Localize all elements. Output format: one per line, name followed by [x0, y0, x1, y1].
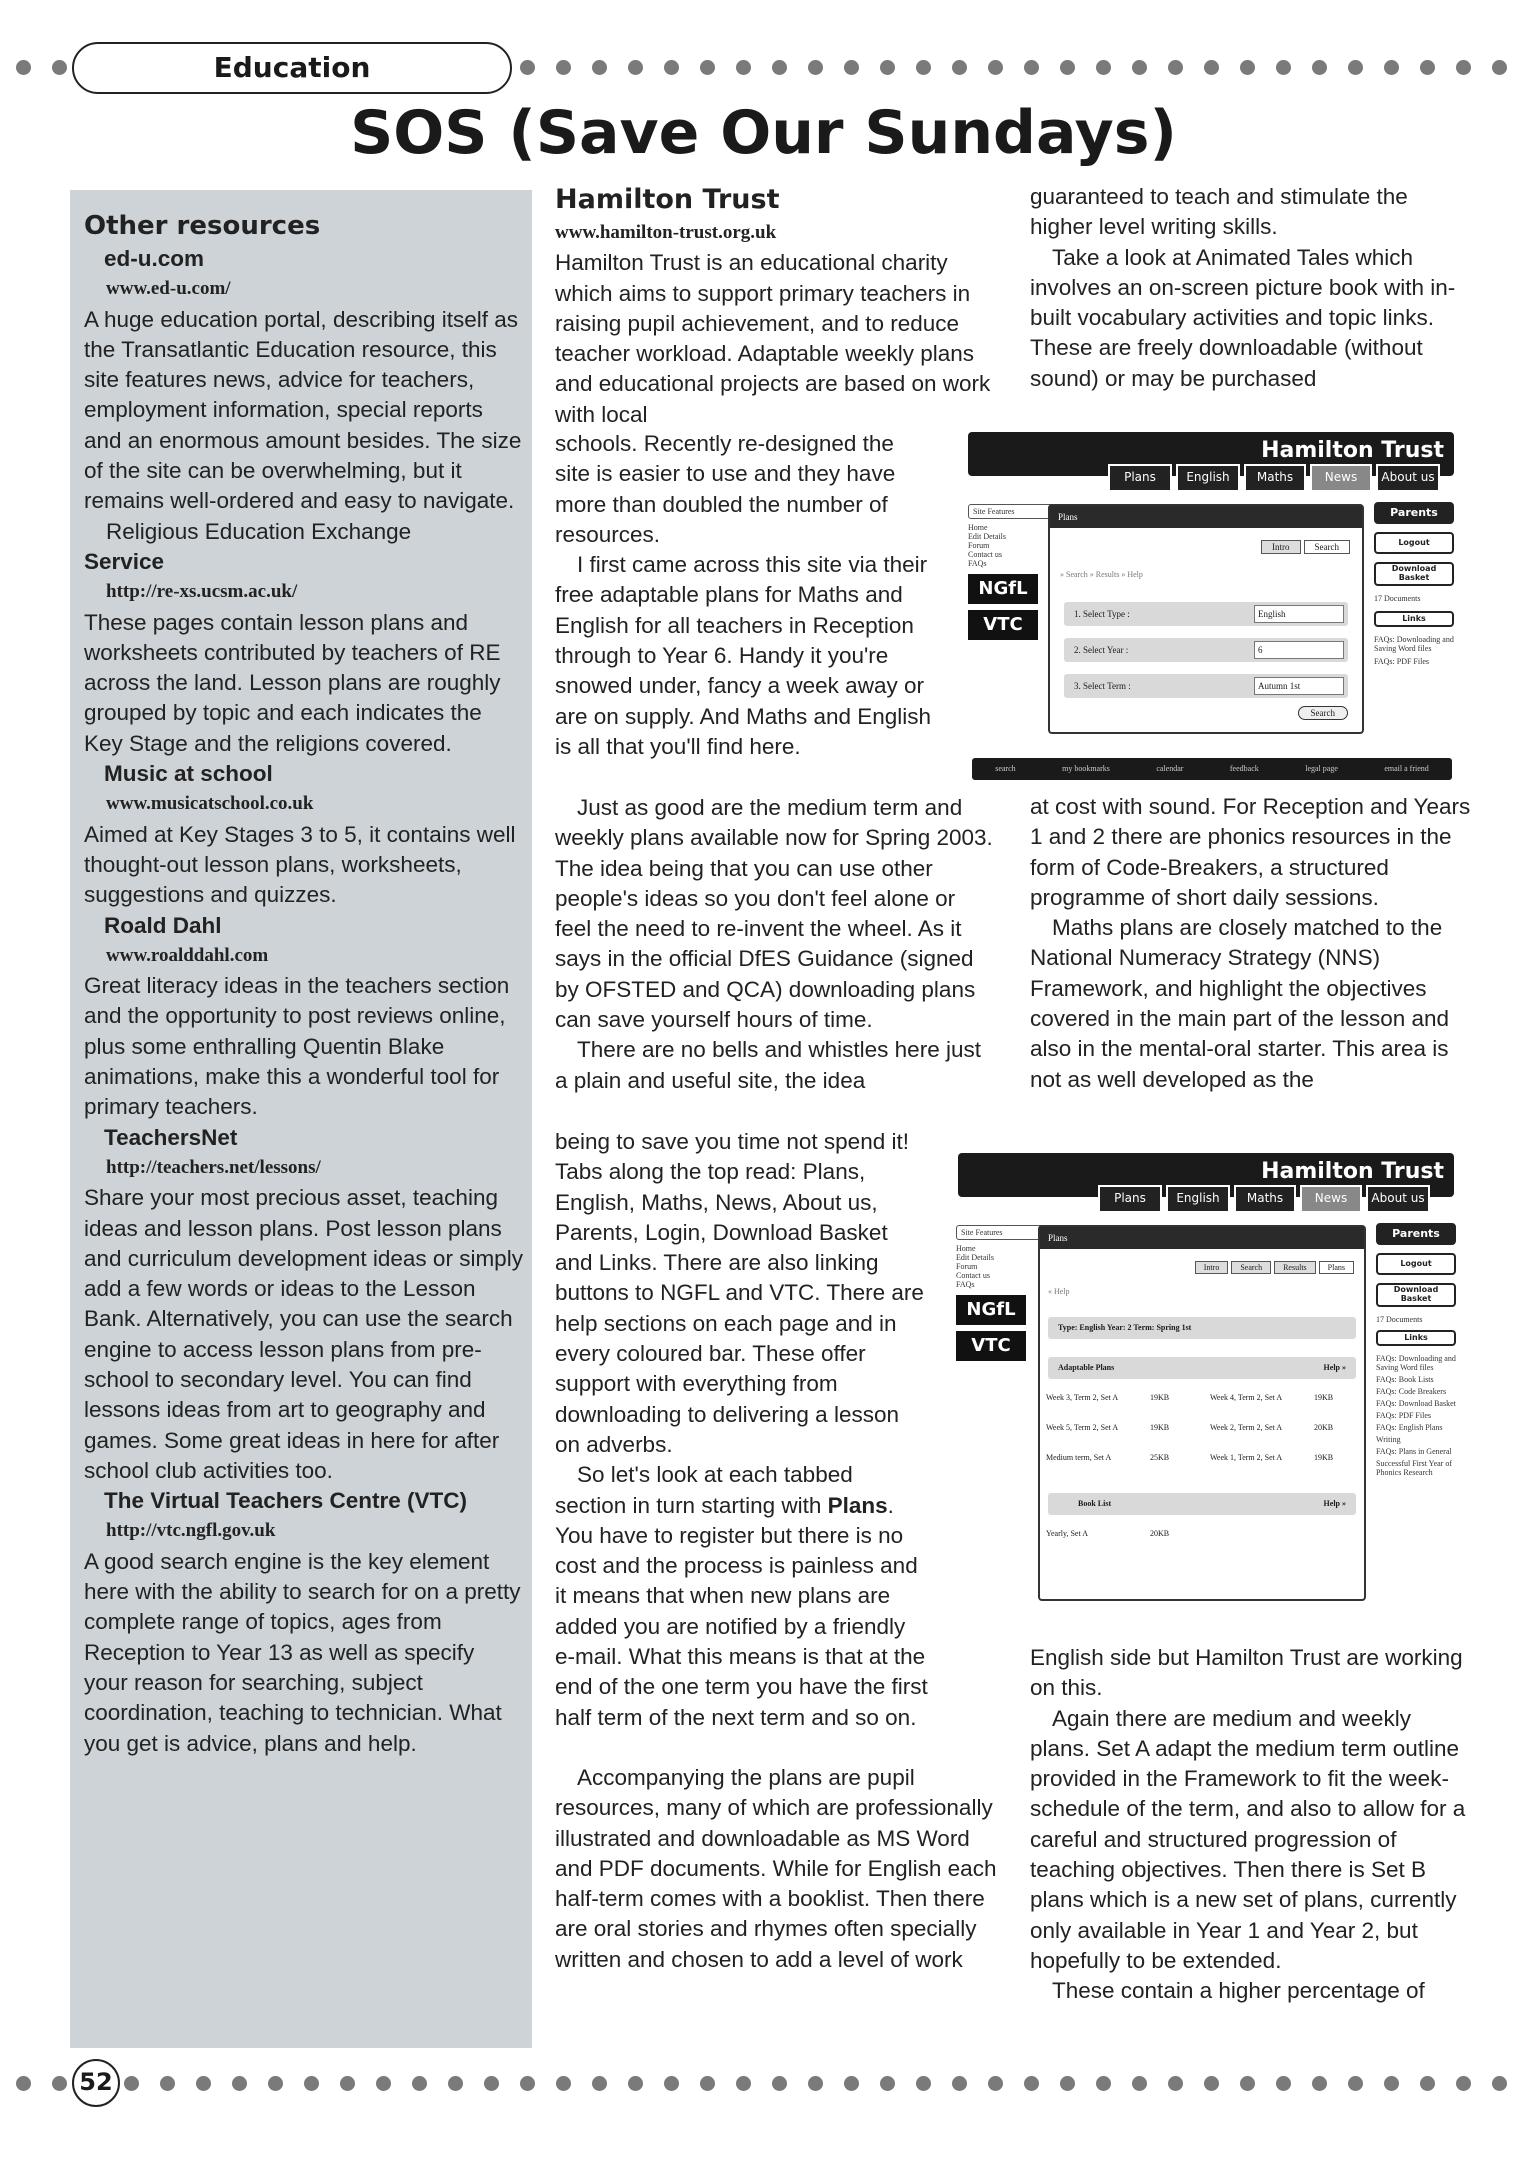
screenshot-brand: Hamilton Trust [1261, 438, 1444, 463]
resource-url[interactable]: www.ed-u.com/ [106, 278, 231, 300]
table-row [1046, 1423, 1358, 1453]
file-size: 19KB [1314, 1393, 1334, 1402]
nav-link[interactable]: Contact us [956, 1271, 990, 1280]
bullet-dot [1204, 60, 1219, 75]
bullet-dot [736, 60, 751, 75]
plan-link[interactable]: Week 1, Term 2, Set A [1210, 1453, 1283, 1462]
bullet-dot [808, 2076, 823, 2091]
documents-count: 17 Documents [1376, 1315, 1423, 1324]
bullet-dot [1240, 2076, 1255, 2091]
plan-link[interactable]: Yearly, Set A [1046, 1529, 1089, 1538]
faq-link[interactable]: FAQs: PDF Files [1374, 657, 1429, 666]
table-row [1046, 1453, 1358, 1483]
screenshot-left-nav [956, 1225, 1048, 1361]
resource-text: Great literacy ideas in the teachers section and the opportunity to post reviews online, plus some enthralling Quentin Blake animations, make this a wonderful tool for primary teachers. [84, 973, 510, 1120]
tab-plans[interactable]: Plans [1108, 464, 1172, 490]
logout-button[interactable]: Logout [1376, 1253, 1456, 1275]
resource-text: A huge education portal, describing itself as the Transatlantic Education resource, this site features news, advice for teachers, employment information, special reports and an enormous amount besides. The size of the site can be overwhelming, but it remains well-ordered and easy to navigate. [84, 306, 522, 514]
bullet-dot [700, 60, 715, 75]
bullet-dot [1492, 60, 1507, 75]
table-row [1046, 1393, 1358, 1423]
bullet-dot [484, 2076, 499, 2091]
book-list-title: Book List [1078, 1499, 1112, 1508]
book-list-bar [1048, 1493, 1356, 1515]
bullet-dot [1024, 2076, 1039, 2091]
breadcrumb: » Search » Results » Help [1060, 570, 1143, 579]
search-button[interactable]: Search [1298, 706, 1349, 720]
bullet-dot [196, 2076, 211, 2091]
article-heading: Hamilton Trust [555, 184, 780, 215]
help-link[interactable]: Help » [1323, 1363, 1346, 1372]
breadcrumb: « Help [1048, 1287, 1070, 1296]
field-label: 2. Select Year : [1074, 645, 1129, 655]
sub-tab[interactable]: Search [1231, 1261, 1271, 1274]
bullet-dot [628, 2076, 643, 2091]
footer-link[interactable]: email a friend [1384, 764, 1429, 773]
bullet-dot [1060, 2076, 1075, 2091]
screenshot-tab-row [1108, 464, 1444, 490]
plan-link[interactable]: Week 4, Term 2, Set A [1210, 1393, 1283, 1402]
bullet-dot [52, 60, 67, 75]
bullet-dot [1312, 2076, 1327, 2091]
resource-url[interactable]: http://re-xs.ucsm.ac.uk/ [106, 581, 298, 603]
panel-title: Plans [1040, 1227, 1364, 1249]
bullet-dot [880, 2076, 895, 2091]
plan-link[interactable]: Week 2, Term 2, Set A [1210, 1423, 1283, 1432]
article-para: Just as good are the medium term and weekly plans available now for Spring 2003. The idea being that you can use other people's ideas so you don't feel alone or feel the need to re-invent the wheel. As it says in the official DfES Guidance (signed by OFSTED and QCA) downloading plans can save yourself hours of time. [555, 795, 993, 1033]
screenshot-left-nav [968, 504, 1060, 640]
select-year-field [1064, 638, 1348, 662]
footer-link[interactable]: feedback [1229, 764, 1259, 773]
plans-post: . You have to register but there is no cost and the process is painless and it means that when new plans are added you are notified by a friendly e-mail. What this means is that at the end of the one term you have the first half term of the next term and so on. [555, 1492, 928, 1730]
download-basket-button[interactable]: Download Basket [1376, 1283, 1456, 1307]
article-para: Take a look at Animated Tales which involves an on-screen picture book with in-built vocabulary activities and topic links. These are freely downloadable (without sound) or may be purchased [1030, 244, 1456, 391]
plans-search-panel [1048, 504, 1364, 734]
bottom-dot-rule [0, 2068, 1527, 2098]
bullet-dot [664, 2076, 679, 2091]
bullet-dot [556, 60, 571, 75]
tab-news[interactable]: News [1300, 1185, 1362, 1211]
file-size: 19KB [1314, 1453, 1334, 1462]
ngfl-logo[interactable]: NGfL [956, 1295, 1026, 1325]
faq-link[interactable]: FAQs: English Plans [1376, 1423, 1443, 1432]
bullet-dot [1420, 2076, 1435, 2091]
download-basket-button[interactable]: Download Basket [1374, 562, 1454, 586]
adaptable-plans-bar [1048, 1357, 1356, 1379]
sub-tab[interactable]: Results [1274, 1261, 1316, 1274]
nav-link[interactable]: Edit Details [968, 532, 1006, 541]
resource-url[interactable]: http://teachers.net/lessons/ [106, 1156, 321, 1178]
footer-link[interactable]: search [995, 764, 1016, 773]
article-column-2-narrow [555, 429, 935, 762]
tab-maths[interactable]: Maths [1234, 1185, 1296, 1211]
bullet-dot [1420, 60, 1435, 75]
nav-link[interactable]: Forum [968, 541, 990, 550]
plans-pre: So let's look at each tabbed section in turn starting with [555, 1462, 853, 1518]
article-para: at cost with sound. For Reception and Years 1 and 2 there are phonics resources in the form of Code-Breakers, a structured programme of short daily sessions. [1030, 794, 1471, 910]
nav-link[interactable]: Forum [956, 1262, 978, 1271]
table-row [1046, 1529, 1358, 1539]
bullet-dot [592, 60, 607, 75]
parents-button[interactable]: Parents [1374, 502, 1454, 524]
resource-name: Religious Education Exchange [106, 518, 412, 544]
term-select[interactable]: Autumn 1st [1254, 677, 1344, 695]
year-select[interactable]: 6 [1254, 641, 1344, 659]
bullet-dot [1024, 60, 1039, 75]
tab-news[interactable]: News [1310, 464, 1372, 490]
resource-name: ed-u.com [104, 246, 205, 271]
footer-link[interactable]: calendar [1156, 764, 1184, 773]
bullet-dot [1456, 2076, 1471, 2091]
file-size: 20KB [1150, 1529, 1170, 1538]
bullet-dot [1132, 2076, 1147, 2091]
bullet-dot [1276, 60, 1291, 75]
bullet-dot [628, 60, 643, 75]
section-tag: Education [72, 42, 512, 94]
bullet-dot [1096, 60, 1111, 75]
type-year-term-bar: Type: English Year: 2 Term: Spring 1st [1048, 1317, 1356, 1339]
article-para [555, 1460, 930, 1733]
bullet-dot [1132, 60, 1147, 75]
tab-english[interactable]: English [1166, 1185, 1230, 1211]
faq-link[interactable]: FAQs: Book Lists [1376, 1375, 1434, 1384]
screenshot-footer-bar [972, 758, 1452, 780]
article-column-2-mid [555, 793, 993, 1096]
article-para: These contain a higher percentage of [1052, 1978, 1425, 2004]
bullet-dot [412, 2076, 427, 2091]
bullet-dot [988, 60, 1003, 75]
bullet-dot [1312, 60, 1327, 75]
bullet-dot [664, 60, 679, 75]
nav-link[interactable]: Home [956, 1244, 976, 1253]
footer-link[interactable]: legal page [1305, 764, 1338, 773]
bullet-dot [592, 2076, 607, 2091]
bullet-dot [1276, 2076, 1291, 2091]
bullet-dot [556, 2076, 571, 2091]
logout-button[interactable]: Logout [1374, 532, 1454, 554]
nav-link[interactable]: FAQs [956, 1280, 975, 1289]
file-size: 25KB [1150, 1453, 1170, 1462]
article-column-2 [555, 182, 993, 430]
bullet-dot [880, 60, 895, 75]
bullet-dot [916, 2076, 931, 2091]
bullet-dot [1168, 2076, 1183, 2091]
panel-title: Plans [1050, 506, 1362, 528]
links-button[interactable]: Links [1374, 611, 1454, 627]
article-para: Hamilton Trust is an educational charity which aims to support primary teachers in raising pupil achievement, and to reduce teacher workload. Adaptable weekly plans and educational projects are based on work with local [555, 250, 991, 427]
tab-plans[interactable]: Plans [1098, 1185, 1162, 1211]
nav-link[interactable]: Home [968, 523, 988, 532]
tab-about-us[interactable]: About us [1376, 464, 1440, 490]
bullet-dot [1240, 60, 1255, 75]
type-select[interactable]: English [1254, 605, 1344, 623]
sub-tab[interactable]: Intro [1195, 1261, 1229, 1274]
bullet-dot [448, 2076, 463, 2091]
bullet-dot [1060, 60, 1075, 75]
article-para: being to save you time not spend it! Tabs along the top read: Plans, English, Maths, News, About us, Parents, Login, Download Basket and Links. There are also linking buttons to NGFL and VTC. There are help sections on each page and in every coloured bar. These offer support with everything from downloading to delivering a lesson on adverbs. [555, 1129, 924, 1457]
article-para: Accompanying the plans are pupil resources, many of which are professionally illustrated and downloadable as MS Word and PDF documents. While for English each half-term comes with a booklist. Then there are oral stories and rhymes often specially written and chosen to add a level of work [555, 1765, 997, 1972]
bullet-dot [304, 2076, 319, 2091]
bullet-dot [1456, 60, 1471, 75]
links-button[interactable]: Links [1376, 1330, 1456, 1346]
sub-tab-row [1261, 540, 1350, 554]
bullet-dot [772, 2076, 787, 2091]
adaptable-plans-title: Adaptable Plans [1058, 1363, 1115, 1372]
faq-link[interactable]: FAQs: PDF Files [1376, 1411, 1431, 1420]
resource-url[interactable]: http://vtc.ngfl.gov.uk [106, 1520, 276, 1542]
article-para: guaranteed to teach and stimulate the higher level writing skills. [1030, 184, 1408, 240]
article-url[interactable]: www.hamilton-trust.org.uk [555, 222, 777, 243]
bullet-dot [232, 2076, 247, 2091]
nav-link[interactable]: Edit Details [956, 1253, 994, 1262]
bullet-dot [1348, 2076, 1363, 2091]
resource-text: These pages contain lesson plans and worksheets contributed by teachers of RE across the land. Lesson plans are roughly grouped by topic and each indicates the Key Stage and the religions covered. [84, 609, 501, 756]
bullet-dot [1096, 2076, 1111, 2091]
faq-link[interactable]: FAQs: Downloading and Saving Word files [1376, 1354, 1456, 1372]
sidebar-heading: Other resources [84, 211, 321, 241]
file-size: 19KB [1150, 1393, 1170, 1402]
bullet-dot [520, 60, 535, 75]
article-column-3-mid [1030, 792, 1475, 1095]
bullet-dot [520, 2076, 535, 2091]
bullet-dot [160, 2076, 175, 2091]
plans-results-panel [1038, 1225, 1366, 1601]
page-number: 52 [72, 2059, 120, 2107]
plan-link[interactable]: Medium term, Set A [1046, 1453, 1112, 1462]
article-column-3-top [1030, 182, 1475, 394]
plans-table [1046, 1393, 1358, 1483]
sub-tab[interactable]: Plans [1319, 1261, 1354, 1274]
faq-link[interactable]: FAQs: Download Basket [1376, 1399, 1456, 1408]
resource-text: A good search engine is the key element here with the ability to search for on a pretty complete range of topics, ages from Reception to Year 13 as well as specify your reason for searching, subject coordination, teaching to technician. What you get is advice, plans and help. [84, 1548, 521, 1756]
plan-link[interactable]: Week 5, Term 2, Set A [1046, 1423, 1119, 1432]
bullet-dot [16, 60, 31, 75]
faq-link[interactable]: Writing [1376, 1435, 1401, 1444]
bullet-dot [1348, 60, 1363, 75]
bullet-dot [952, 2076, 967, 2091]
sub-tab-row [1195, 1261, 1354, 1274]
vtc-logo[interactable]: VTC [968, 610, 1038, 640]
vtc-logo[interactable]: VTC [956, 1331, 1026, 1361]
screenshot-brand: Hamilton Trust [1261, 1159, 1444, 1184]
article-column-2-lower [555, 1127, 930, 1733]
resource-name: Roald Dahl [104, 912, 222, 938]
file-size: 20KB [1314, 1423, 1334, 1432]
article-para: English side but Hamilton Trust are working on this. [1030, 1645, 1463, 1701]
ngfl-logo[interactable]: NGfL [968, 574, 1038, 604]
resource-text: Aimed at Key Stages 3 to 5, it contains well thought-out lesson plans, worksheets, suggestions and quizzes. [84, 821, 516, 908]
screenshot-right-nav [1374, 502, 1454, 666]
documents-count: 17 Documents [1374, 594, 1421, 603]
bullet-dot [844, 60, 859, 75]
plans-bold: Plans [827, 1492, 888, 1518]
article-para: Maths plans are closely matched to the National Numeracy Strategy (NNS) Framework, and highlight the objectives covered in the main part of the lesson and also in the mental-oral starter. This area is not as well developed as the [1030, 915, 1450, 1092]
bullet-dot [988, 2076, 1003, 2091]
nav-link[interactable]: Contact us [968, 550, 1002, 559]
resource-text: Share your most precious asset, teaching ideas and lesson plans. Post lesson plans and curriculum development ideas or simply add a few words or ideas to the Lesson Bank. Alternatively, you can use the search engine to access lesson plans from pre-school to secondary level. You can find lessons ideas from art to geography and games. Some great ideas in here for after school club activities too. [84, 1185, 523, 1483]
bullet-dot [736, 2076, 751, 2091]
bullet-dot [376, 2076, 391, 2091]
bullet-dot [844, 2076, 859, 2091]
resource-url[interactable]: www.musicatschool.co.uk [106, 793, 314, 815]
resource-name: Music at school [104, 761, 273, 787]
article-para: schools. Recently re-designed the site is easier to use and they have more than doubled the number of resources. [555, 431, 896, 547]
bullet-dot [1168, 60, 1183, 75]
select-term-field [1064, 674, 1348, 698]
help-link[interactable]: Help » [1323, 1499, 1346, 1508]
bullet-dot [268, 2076, 283, 2091]
article-para: Again there are medium and weekly plans. Set A adapt the medium term outline provided in the Framework to fit the week-schedule of the term, and also to allow for a careful and structured progression of teaching objectives. Then there is Set B plans which is a new set of plans, currently only available in Year 1 and Year 2, but hopefully to be extended. [1030, 1705, 1466, 1973]
tab-english[interactable]: English [1176, 464, 1240, 490]
file-size: 19KB [1150, 1423, 1170, 1432]
bullet-dot [772, 60, 787, 75]
bullet-dot [1384, 2076, 1399, 2091]
resource-name: The Virtual Teachers Centre (VTC) [104, 1488, 468, 1514]
site-features-label: Site Features [968, 504, 1060, 519]
bullet-dot [124, 2076, 139, 2091]
article-column-3-bottom [1030, 1643, 1475, 2007]
screenshot-right-nav [1376, 1223, 1456, 1477]
bullet-dot [1204, 2076, 1219, 2091]
resource-url[interactable]: www.roalddahl.com [106, 944, 269, 966]
parents-button[interactable]: Parents [1376, 1223, 1456, 1245]
bullet-dot [916, 60, 931, 75]
tab-maths[interactable]: Maths [1244, 464, 1306, 490]
sub-tab[interactable]: Intro [1261, 540, 1301, 554]
bullet-dot [340, 2076, 355, 2091]
bullet-dot [1384, 60, 1399, 75]
bullet-dot [808, 60, 823, 75]
site-features-label: Site Features [956, 1225, 1048, 1240]
faq-link[interactable]: FAQs: Plans in General [1376, 1447, 1452, 1456]
footer-link[interactable]: my bookmarks [1062, 764, 1110, 773]
resource-name: Service [84, 548, 165, 574]
bullet-dot [16, 2076, 31, 2091]
bullet-dot [52, 2076, 67, 2091]
plan-link[interactable]: Week 3, Term 2, Set A [1046, 1393, 1119, 1402]
screenshot-tab-row [1098, 1185, 1434, 1211]
tab-about-us[interactable]: About us [1366, 1185, 1430, 1211]
website-screenshot-1 [960, 432, 1462, 792]
sidebar-column [84, 208, 524, 1759]
faq-link[interactable]: FAQs: Code Breakers [1376, 1387, 1447, 1396]
nav-link[interactable]: FAQs [968, 559, 987, 568]
article-para: I first came across this site via their free adaptable plans for Maths and English for all teachers in Reception through to Year 6. Handy it you're snowed under, fancy a week away or are on supply. And Maths and English is all that you'll find here. [555, 552, 932, 759]
resource-name: TeachersNet [104, 1124, 238, 1150]
select-type-field [1064, 602, 1348, 626]
website-screenshot-2 [950, 1153, 1462, 1601]
bullet-dot [1492, 2076, 1507, 2091]
faq-link[interactable]: FAQs: Downloading and Saving Word files [1374, 635, 1454, 653]
article-para: There are no bells and whistles here just a plain and useful site, the idea [555, 1037, 981, 1093]
page-title: SOS (Save Our Sundays) [350, 98, 1177, 168]
sub-tab[interactable]: Search [1304, 540, 1351, 554]
field-label: 1. Select Type : [1074, 609, 1130, 619]
field-label: 3. Select Term : [1074, 681, 1131, 691]
faq-link[interactable]: Successful First Year of Phonics Research [1376, 1459, 1452, 1477]
article-column-2-bottom [555, 1763, 997, 1975]
bullet-dot [952, 60, 967, 75]
bullet-dot [700, 2076, 715, 2091]
